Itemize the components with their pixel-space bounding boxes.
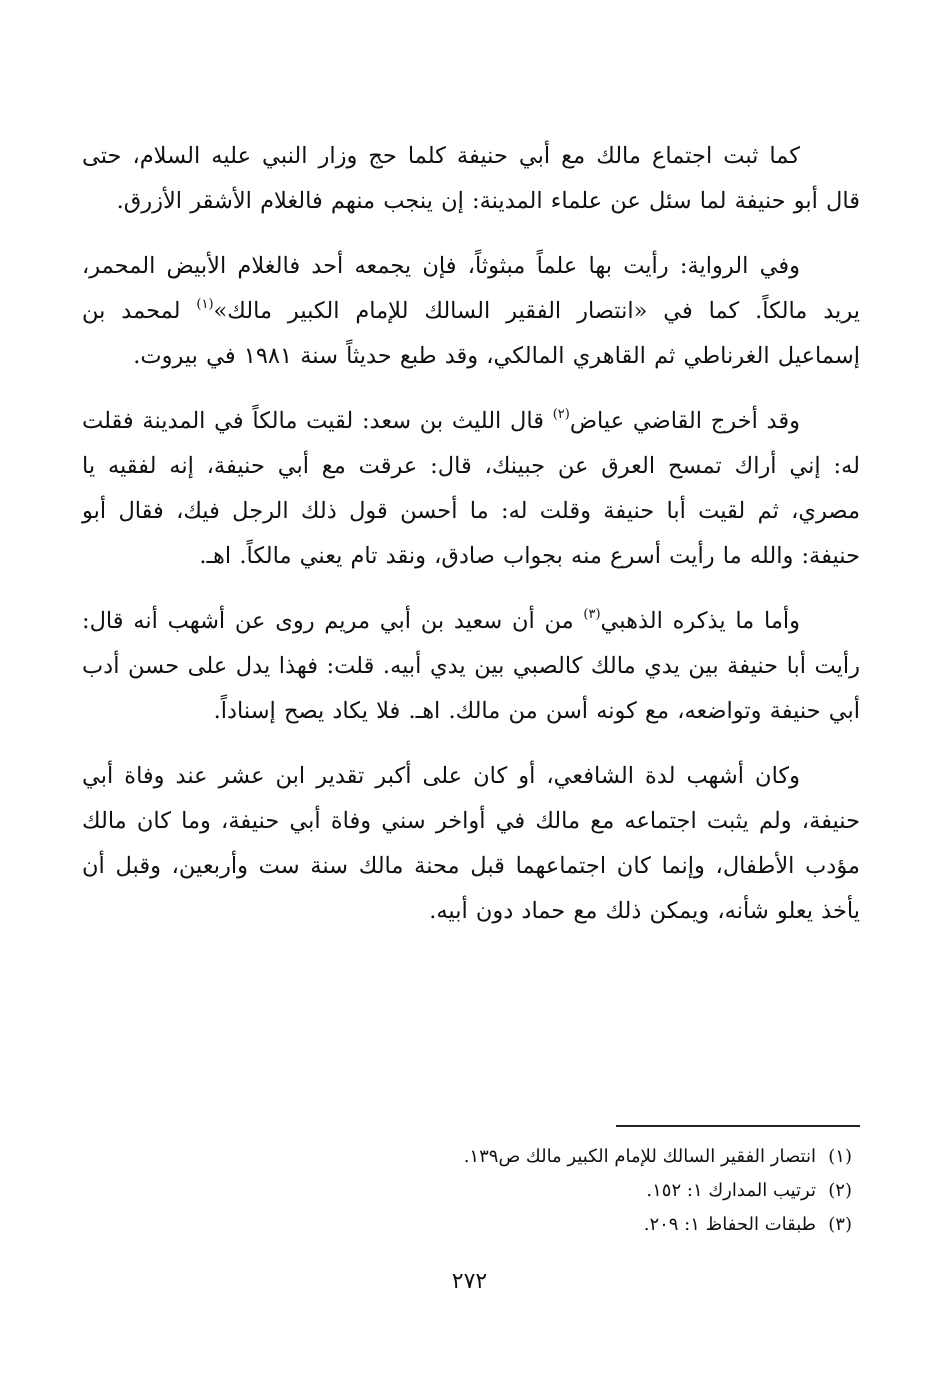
footnote-divider <box>616 1125 860 1127</box>
paragraph-3-text-after: قال الليث بن سعد: لقيت مالكاً في المدينة فقلت له: إني أراك تمسح العرق عن جبينك، قال: عرقت مع أبي حنيفة، إنه لفقيه يا مصري، ثم لقيت أبا حنيفة وقلت له: ما أحسن قول ذلك الرجل فيك، فقال أبو حنيفة: والله ما رأيت أسرع منه بجواب صادق، ونقد تام يعني مالكاً. اهـ. <box>82 408 860 569</box>
footnote-ref-3[interactable]: (٣) <box>583 607 601 622</box>
footnote-3-number: (٣) <box>828 1214 852 1235</box>
paragraph-2 <box>82 244 860 379</box>
paragraph-1-text: كما ثبت اجتماع مالك مع أبي حنيفة كلما حج وزار النبي عليه السلام، حتى قال أبو حنيفة لما سئل عن علماء المدينة: إن ينجب منهم فالغلام الأشقر الأزرق. <box>82 143 860 214</box>
paragraph-2-text-before: وفي الرواية: رأيت بها علماً مبثوثاً، فإن يجمعه أحد فالغلام الأبيض المحمر، يريد مالكاً. كما في «انتصار الفقير السالك للإمام الكبير مالك» <box>82 253 860 324</box>
footnote-2 <box>82 1174 852 1208</box>
footnote-3 <box>82 1208 852 1242</box>
paragraph-5 <box>82 754 860 934</box>
page-number: ٢٧٢ <box>451 1269 488 1294</box>
footnote-3-text: طبقات الحفاظ ١: ٢٠٩. <box>643 1214 816 1235</box>
paragraph-4-text-after: من أن سعيد بن أبي مريم روى عن أشهب أنه قال: رأيت أبا حنيفة بين يدي مالك كالصبي بين يدي أبيه. قلت: فهذا يدل على حسن أدب أبي حنيفة وتواضعه، مع كونه أسن من مالك. اهـ. فلا يكاد يصح إسناداً. <box>82 608 860 724</box>
footnote-ref-2[interactable]: (٢) <box>552 407 570 422</box>
footnote-2-number: (٢) <box>828 1180 852 1201</box>
paragraph-2-text-after: لمحمد بن إسماعيل الغرناطي ثم القاهري المالكي، وقد طبع حديثاً سنة ١٩٨١ في بيروت. <box>82 298 860 369</box>
paragraph-3-text-before: وقد أخرج القاضي عياض <box>569 408 800 434</box>
footnotes <box>82 1140 852 1242</box>
page-body <box>82 134 860 934</box>
paragraph-5-text: وكان أشهب لدة الشافعي، أو كان على أكبر تقدير ابن عشر عند وفاة أبي حنيفة، ولم يثبت اجتماعه مع مالك في أواخر سني وفاة أبي حنيفة، وما كان مالك مؤدب الأطفال، وإنما كان اجتماعهما قبل محنة مالك سنة ست وأربعين، وقبل أن يأخذ يعلو شأنه، ويمكن ذلك مع حماد دون أبيه. <box>82 763 860 924</box>
footnote-1-text: انتصار الفقير السالك للإمام الكبير مالك ص١٣٩. <box>463 1146 816 1167</box>
footnote-ref-1[interactable]: (١) <box>196 297 214 312</box>
paragraph-4-text-before: وأما ما يذكره الذهبي <box>600 608 801 634</box>
paragraph-3 <box>82 399 860 579</box>
paragraph-4 <box>82 599 860 734</box>
footnote-1-number: (١) <box>828 1146 852 1167</box>
footnote-1 <box>82 1140 852 1174</box>
footnote-2-text: ترتيب المدارك ١: ١٥٢. <box>646 1180 816 1201</box>
paragraph-1 <box>82 134 860 224</box>
